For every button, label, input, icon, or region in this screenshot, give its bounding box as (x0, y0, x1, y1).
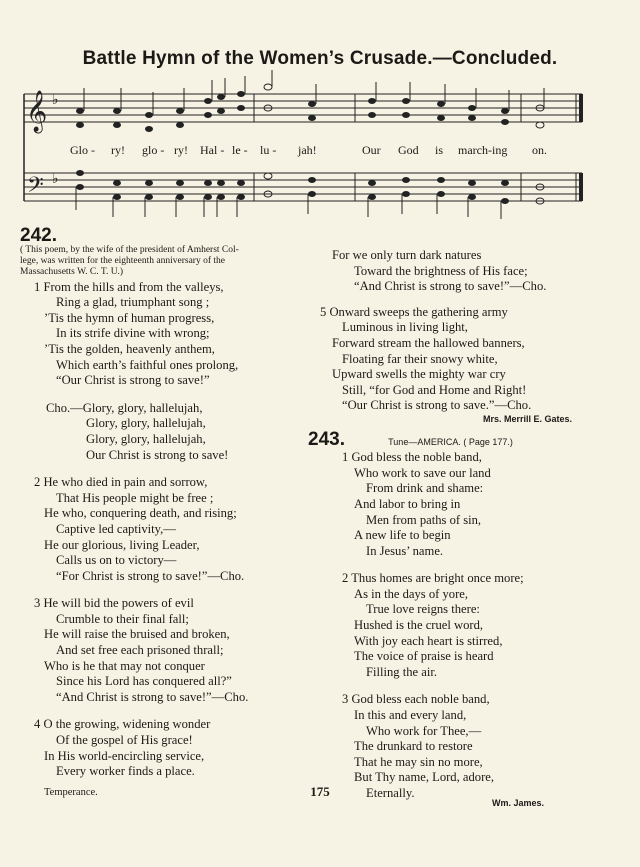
right-column (308, 248, 620, 811)
verse-line: And labor to bring in (354, 496, 461, 511)
lyric-syllable: march-ing (458, 143, 508, 157)
verse-line: ’Tis the golden, heavenly anthem, (44, 341, 215, 356)
verse-line: The drunkard to restore (354, 739, 473, 754)
lyric-syllable: is (435, 143, 444, 157)
music-score (0, 0, 640, 230)
lyric-syllable: glo - (142, 143, 165, 157)
lyric-syllable: lu - (260, 143, 277, 157)
note-line: Massachusetts W. C. T. U.) (20, 266, 124, 277)
chorus (20, 401, 308, 463)
lyric-syllable: ry! (111, 143, 125, 157)
verse-line: “Our Christ is strong to save!” (56, 373, 210, 388)
verse-line: True love reigns there: (366, 602, 480, 617)
verse-line: “For Christ is strong to save!”—Cho. (56, 568, 245, 583)
verse-line: Captive led captivity,— (56, 521, 176, 536)
verse-line: Which earth’s faithful ones prolong, (56, 357, 239, 372)
verse-line: 3 God bless each noble band, (342, 692, 490, 707)
hymn-243-header (308, 428, 620, 451)
verse-line: In Jesus’ name. (366, 543, 444, 558)
verse-line: Upward swells the mighty war cry (332, 367, 506, 382)
verse-line: In this and every land, (354, 708, 467, 723)
verse-line: Since his Lord has conquered all?” (56, 674, 232, 689)
verse-line: In its strife divine with wrong; (56, 326, 210, 341)
lyric-syllable: Glo - (70, 143, 95, 157)
verse-line: “And Christ is strong to save!”—Cho. (354, 279, 547, 294)
verse-line: Who work to save our land (354, 465, 491, 480)
verse-line: 3 He will bid the powers of evil (34, 596, 194, 611)
page-number: 175 (310, 784, 330, 799)
verse-line: Eternally. (366, 786, 415, 800)
hymn-number: 243. (308, 428, 345, 450)
verse-line: For we only turn dark natures (332, 248, 482, 262)
svg-text:𝄞: 𝄞 (26, 91, 48, 132)
verse-line: And set free each prisoned thrall; (56, 643, 224, 658)
lyric-syllable: God (398, 143, 419, 157)
verse-line: He our glorious, living Leader, (44, 537, 200, 552)
verse-line: Still, “for God and Home and Right! (342, 382, 527, 397)
verse-line: 2 Thus homes are bright once more; (342, 571, 524, 586)
hymn-note (20, 245, 308, 278)
verse-line: With joy each heart is stirred, (354, 633, 503, 648)
verse-line: 2 He who died in pain and sorrow, (34, 475, 208, 490)
verse-line: Every worker finds a place. (56, 764, 195, 779)
verse-line: A new life to begin (354, 528, 451, 543)
stanza-4-end (320, 248, 620, 295)
lyric-syllable: ry! (174, 143, 188, 157)
verse-line: Forward stream the hallowed banners, (332, 335, 525, 350)
svg-text:𝄢: 𝄢 (27, 173, 44, 203)
verse-line: Who is he that may not conquer (44, 658, 205, 673)
note-line: lege, was written for the eighteenth anniversary of the (20, 255, 225, 266)
page-title: Battle Hymn of the Women’s Crusade.—Concluded. (82, 48, 558, 69)
verse-line: He will raise the bruised and broken, (44, 627, 230, 642)
hymn-number: 242. (20, 225, 57, 246)
verse-line: As in the days of yore, (354, 586, 469, 601)
stanza-2 (20, 475, 308, 584)
verse-line: From drink and shame: (366, 481, 484, 496)
lyric-syllable: Our (362, 143, 381, 157)
verse-line: The voice of praise is heard (354, 649, 494, 664)
verse-line: “And Christ is strong to save!”—Cho. (56, 689, 249, 704)
lyric-syllable: Hal - (200, 143, 225, 157)
verse-line: Luminous in living light, (342, 320, 468, 335)
verse-line: But Thy name, Lord, adore, (354, 770, 495, 785)
verse-line: Ring a glad, triumphant song ; (56, 295, 210, 310)
hymn-242-left-column (20, 225, 308, 780)
lyric-syllable: on. (532, 143, 547, 157)
hymn-242-author: Mrs. Merrill E. Gates. (482, 413, 572, 424)
verse-line: Men from paths of sin, (366, 512, 482, 527)
verse-line: Hushed is the cruel word, (354, 618, 484, 633)
verse-line: ’Tis the hymn of human progress, (44, 310, 215, 325)
hymn-243-stanza-2 (320, 571, 620, 680)
verse-line: 1 From the hills and from the valleys, (34, 279, 224, 294)
verse-line: 5 Onward sweeps the gathering army (320, 304, 508, 319)
verse-line: Glory, glory, hallelujah, (86, 431, 206, 446)
verse-line: Floating far their snowy white, (342, 351, 498, 366)
verse-line: “Our Christ is strong to save.”—Cho. (342, 398, 532, 413)
stanza-5 (320, 305, 620, 414)
section-label: Temperance. (44, 787, 98, 798)
tune-reference: Tune—AMERICA. ( Page 177.) (388, 436, 513, 447)
verse-line: Calls us on to victory— (56, 553, 177, 568)
verse-line: That he may sin no more, (354, 754, 483, 769)
stanza-3 (20, 596, 308, 705)
stanza-4-start (20, 717, 308, 779)
stanza-1 (20, 280, 308, 389)
verse-line: Filling the air. (366, 664, 438, 679)
verse-line: He who, conquering death, and rising; (44, 506, 237, 521)
svg-text:♭: ♭ (52, 172, 59, 187)
hymn-243-stanza-1 (320, 450, 620, 559)
verse-line: Cho.—Glory, glory, hallelujah, (46, 400, 203, 415)
verse-line: Crumble to their final fall; (56, 611, 189, 626)
verse-line: Who work for Thee,— (366, 723, 482, 738)
lyric-syllable: jah! (298, 143, 317, 157)
verse-line: In His world-encircling service, (44, 748, 205, 763)
verse-line: Toward the brightness of His face; (354, 263, 528, 278)
verse-line: Of the gospel of His grace! (56, 733, 193, 748)
verse-line: 1 God bless the noble band, (342, 450, 482, 465)
verse-line: 4 O the growing, widening wonder (34, 717, 211, 732)
note-line: ( This poem, by the wife of the president of Amherst Col- (20, 244, 239, 255)
lyric-syllable: le - (232, 143, 248, 157)
verse-line: Our Christ is strong to save! (86, 447, 229, 462)
verse-line: Glory, glory, hallelujah, (86, 416, 206, 431)
hymn-243-author: Wm. James. (491, 797, 544, 808)
svg-text:♭: ♭ (52, 93, 59, 108)
verse-line: That His people might be free ; (56, 490, 214, 505)
